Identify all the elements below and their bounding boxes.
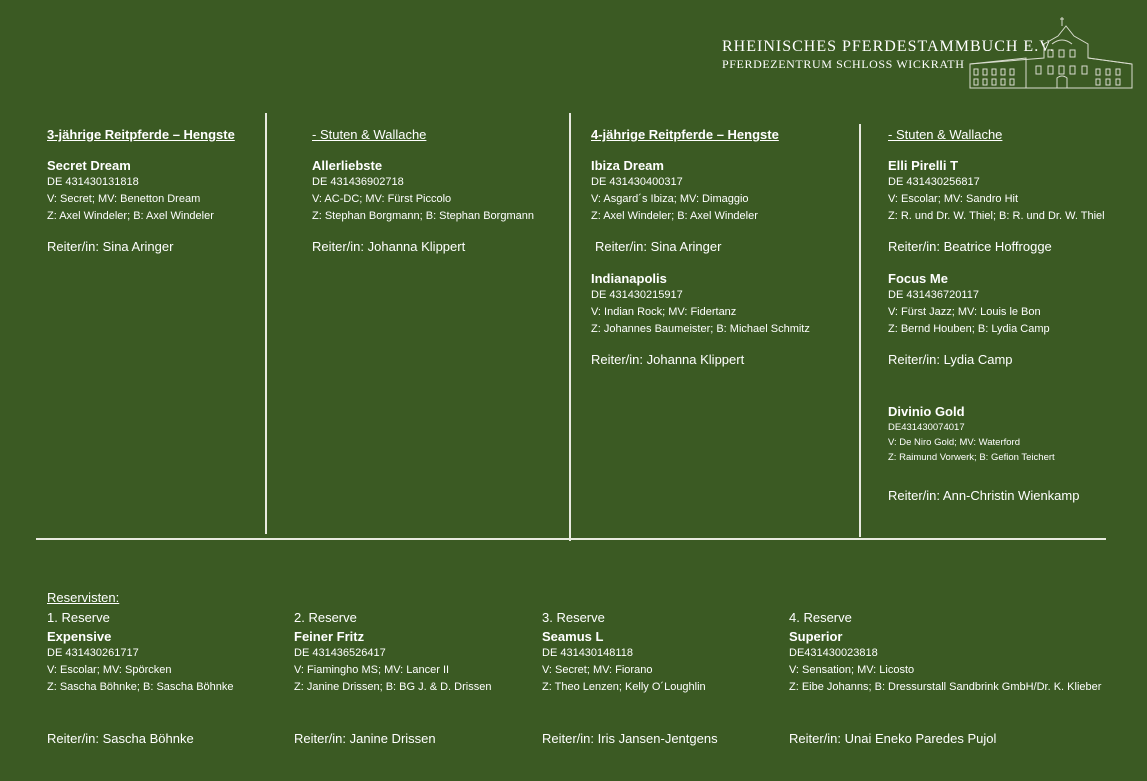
rider: Reiter/in: Iris Jansen-Jentgens: [542, 731, 718, 746]
reserve-heading: Reservisten:: [47, 590, 120, 605]
horse-parents: V: Fürst Jazz; MV: Louis le Bon: [888, 306, 1041, 318]
reserve-label: 4. Reserve: [789, 610, 852, 625]
rider: Reiter/in: Ann-Christin Wienkamp: [888, 488, 1080, 503]
column-heading: 4-jährige Reitpferde – Hengste: [591, 127, 779, 142]
horse-breeder: Z: Axel Windeler; B: Axel Windeler: [47, 210, 214, 222]
horse-name: Ibiza Dream: [591, 158, 664, 173]
section-divider: [36, 538, 1106, 540]
horse-id: DE431430023818: [789, 647, 878, 659]
horse-name: Seamus L: [542, 629, 604, 644]
horse-parents: V: Sensation; MV: Licosto: [789, 664, 915, 676]
horse-breeder: Z: R. und Dr. W. Thiel; B: R. und Dr. W. Thiel: [888, 210, 1105, 222]
reserve-entry: [47, 610, 234, 696]
horse-name: Divinio Gold: [888, 404, 965, 419]
rider: Reiter/in: Lydia Camp: [888, 352, 1013, 367]
logo-title: RHEINISCHES PFERDESTAMMBUCH E.V.: [722, 38, 1055, 55]
horse-id: DE431430074017: [888, 422, 965, 433]
horse-breeder: Z: Janine Drissen; B: BG J. & D. Drissen: [294, 681, 492, 693]
castle-icon: [966, 14, 1136, 92]
horse-id: DE 431430256817: [888, 176, 980, 188]
rider: Reiter/in: Janine Drissen: [294, 731, 436, 746]
horse-name: Elli Pirelli T: [888, 158, 959, 173]
horse-entry: [312, 157, 534, 225]
horse-breeder: Z: Stephan Borgmann; B: Stephan Borgmann: [312, 210, 534, 222]
rider: Reiter/in: Sina Aringer: [47, 239, 174, 254]
reserve-label: 1. Reserve: [47, 610, 110, 625]
horse-id: DE 431430131818: [47, 176, 139, 188]
horse-name: Feiner Fritz: [294, 629, 365, 644]
reserve-entry: [294, 610, 491, 696]
horse-name: Secret Dream: [47, 158, 131, 173]
horse-parents: V: Secret; MV: Fiorano: [542, 664, 653, 676]
horse-entry: [47, 157, 214, 225]
horse-entry: [888, 157, 1105, 225]
logo-subtitle: PFERDEZENTRUM SCHLOSS WICKRATH: [722, 57, 965, 71]
horse-breeder: Z: Johannes Baumeister; B: Michael Schmitz: [591, 323, 810, 335]
horse-parents: V: Escolar; MV: Sandro Hit: [888, 193, 1019, 205]
rider: Reiter/in: Johanna Klippert: [312, 239, 466, 254]
horse-entry: [888, 270, 1050, 338]
horse-name: Allerliebste: [312, 158, 383, 173]
horse-entry: [591, 157, 758, 225]
horse-name: Superior: [789, 629, 843, 644]
horse-id: DE 431436720117: [888, 289, 979, 301]
rider: Reiter/in: Sina Aringer: [595, 239, 722, 254]
horse-name: Focus Me: [888, 271, 948, 286]
rider: Reiter/in: Unai Eneko Paredes Pujol: [789, 731, 997, 746]
horse-parents: V: De Niro Gold; MV: Waterford: [888, 437, 1020, 448]
column-divider: [859, 124, 861, 537]
reserve-entry: [542, 610, 706, 696]
horse-name: Indianapolis: [591, 271, 667, 286]
horse-breeder: Z: Raimund Vorwerk; B: Gefion Teichert: [888, 452, 1055, 463]
reserve-entry: [789, 610, 1101, 696]
horse-parents: V: Escolar; MV: Spörcken: [47, 664, 172, 676]
column-heading: - Stuten & Wallache: [888, 127, 1003, 142]
reserve-label: 3. Reserve: [542, 610, 605, 625]
rider: Reiter/in: Beatrice Hoffrogge: [888, 239, 1052, 254]
horse-breeder: Z: Theo Lenzen; Kelly O´Loughlin: [542, 681, 706, 693]
horse-breeder: Z: Bernd Houben; B: Lydia Camp: [888, 323, 1050, 335]
horse-breeder: Z: Sascha Böhnke; B: Sascha Böhnke: [47, 681, 234, 693]
horse-parents: V: Indian Rock; MV: Fidertanz: [591, 306, 737, 318]
reserve-label: 2. Reserve: [294, 610, 357, 625]
horse-entry: [888, 403, 1055, 465]
column-divider: [569, 113, 571, 541]
horse-id: DE 431436526417: [294, 647, 386, 659]
horse-id: DE 431430215917: [591, 289, 683, 301]
horse-id: DE 431436902718: [312, 176, 404, 188]
horse-breeder: Z: Axel Windeler; B: Axel Windeler: [591, 210, 758, 222]
column-heading: 3-jährige Reitpferde – Hengste: [47, 127, 235, 142]
horse-entry: [591, 270, 810, 338]
column-divider: [265, 113, 267, 534]
horse-breeder: Z: Eibe Johanns; B: Dressurstall Sandbrink GmbH/Dr. K. Klieber: [789, 681, 1102, 693]
horse-parents: V: Secret; MV: Benetton Dream: [47, 193, 201, 205]
horse-name: Expensive: [47, 629, 112, 644]
horse-id: DE 431430261717: [47, 647, 139, 659]
column-heading: - Stuten & Wallache: [312, 127, 427, 142]
horse-id: DE 431430400317: [591, 176, 683, 188]
horse-id: DE 431430148118: [542, 647, 633, 659]
horse-parents: V: AC-DC; MV: Fürst Piccolo: [312, 193, 452, 205]
rider: Reiter/in: Sascha Böhnke: [47, 731, 194, 746]
horse-parents: V: Fiamingho MS; MV: Lancer II: [294, 664, 450, 676]
rider: Reiter/in: Johanna Klippert: [591, 352, 745, 367]
horse-parents: V: Asgard´s Ibiza; MV: Dimaggio: [591, 193, 749, 205]
